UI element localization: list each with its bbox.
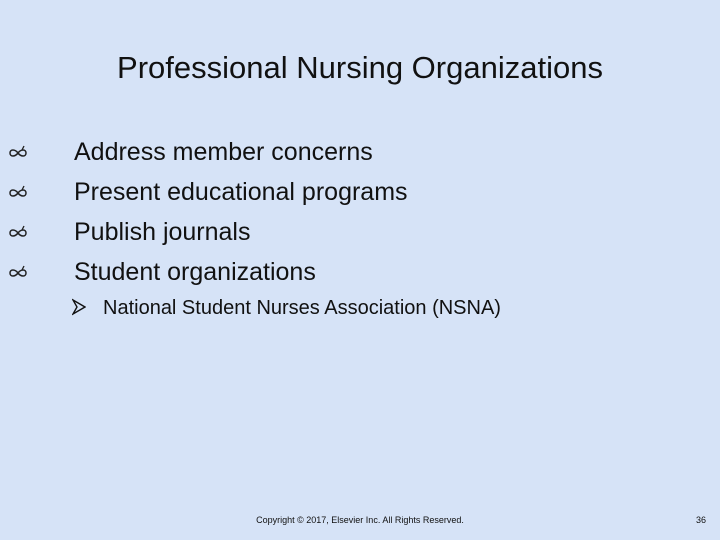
lemniscate-bullet-icon — [8, 263, 28, 281]
bullet-text: Present educational programs — [74, 178, 408, 206]
bullet-text: Student organizations — [74, 258, 316, 286]
arrow-bullet-icon — [72, 298, 86, 316]
copyright-notice: Copyright © 2017, Elsevier Inc. All Rights Reserved. — [256, 515, 464, 525]
sub-bullet-item — [0, 288, 720, 328]
lemniscate-bullet-icon — [8, 223, 28, 241]
lemniscate-bullet-icon — [8, 183, 28, 201]
page-number: 36 — [695, 515, 706, 525]
lemniscate-bullet-icon — [8, 143, 28, 161]
slide-title: Professional Nursing Organizations — [117, 50, 603, 85]
bullet-text: Address member concerns — [74, 138, 373, 166]
bullet-text: Publish journals — [74, 218, 251, 246]
sub-bullet-text: National Student Nurses Association (NSNA) — [103, 297, 501, 319]
